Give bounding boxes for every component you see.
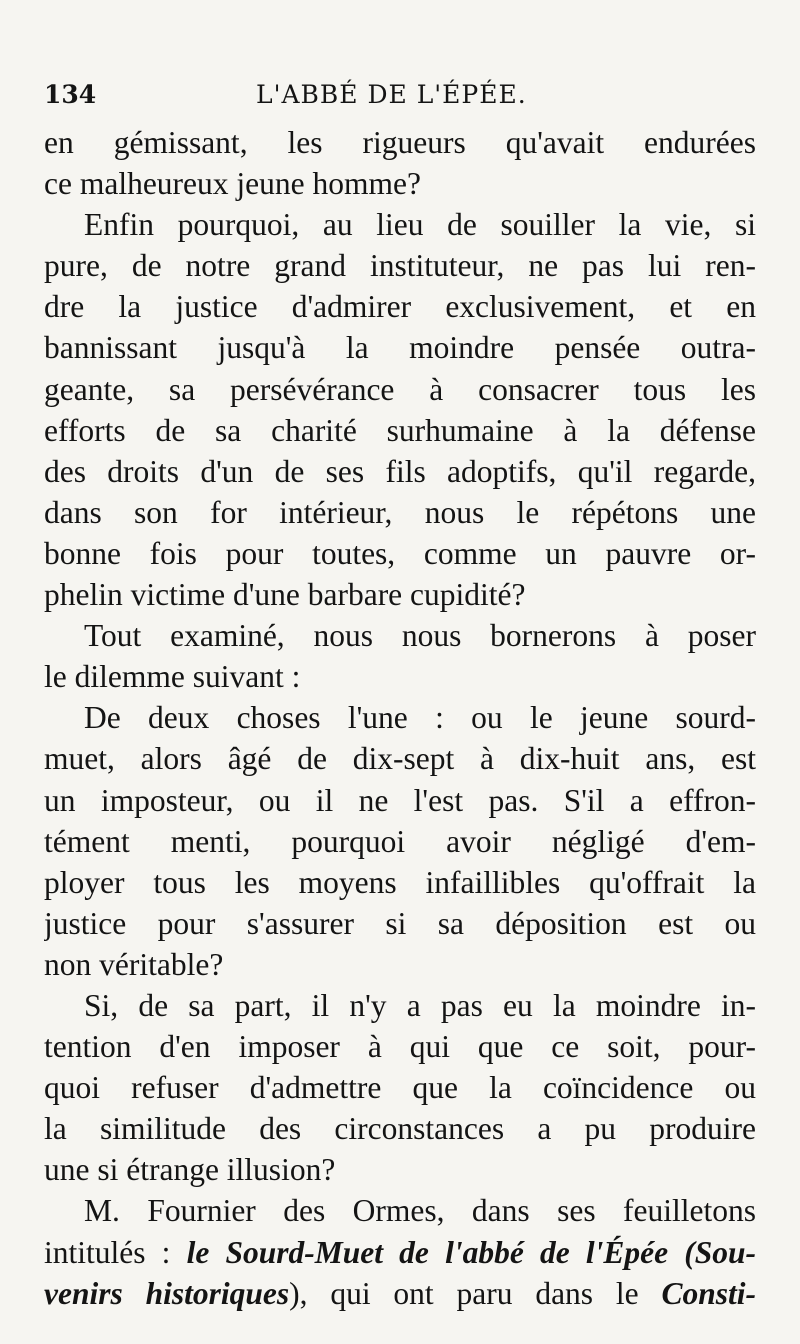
page-number: 134 bbox=[44, 80, 97, 109]
text-line: tention d'en imposer à qui que ce soit, pour- bbox=[44, 1029, 756, 1065]
text-line bbox=[44, 1273, 756, 1314]
text-line: bonne fois pour toutes, comme un pauvre or- bbox=[44, 535, 756, 571]
text-line: phelin victime d'une barbare cupidité? bbox=[44, 577, 526, 613]
text-line: Enfin pourquoi, au lieu de souiller la vie, si bbox=[84, 207, 756, 243]
text-line: en gémissant, les rigueurs qu'avait endurées bbox=[44, 125, 756, 160]
line-italic-title: venirs historiques bbox=[44, 1275, 290, 1311]
text-line: De deux choses l'une : ou le jeune sourd- bbox=[84, 700, 756, 736]
text-line: la similitude des circonstances a pu produire bbox=[44, 1111, 756, 1147]
text-line: ce malheureux jeune homme? bbox=[44, 166, 421, 202]
text-line: efforts de sa charité surhumaine à la défense bbox=[44, 412, 756, 448]
text-line: non véritable? bbox=[44, 946, 224, 982]
text-line: M. Fournier des Ormes, dans ses feuilletons bbox=[84, 1193, 756, 1229]
text-line: quoi refuser d'admettre que la coïncidence ou bbox=[44, 1070, 756, 1106]
text-line: un imposteur, ou il ne l'est pas. S'il a effron- bbox=[44, 782, 756, 818]
line-text: ), qui ont paru dans le bbox=[289, 1275, 662, 1311]
text-line: dre la justice d'admirer exclusivement, et en bbox=[44, 289, 756, 325]
text-line: pure, de notre grand instituteur, ne pas lui ren- bbox=[44, 248, 756, 284]
line-italic-title: le Sourd-Muet de l'abbé de l'Épée (Sou- bbox=[186, 1234, 756, 1270]
body-text bbox=[44, 122, 756, 1314]
text-line: le dilemme suivant : bbox=[44, 659, 301, 695]
page-header bbox=[44, 80, 756, 120]
text-line: bannissant jusqu'à la moindre pensée outra- bbox=[44, 330, 756, 366]
running-title: L'ABBÉ DE L'ÉPÉE. bbox=[256, 80, 527, 109]
text-line: tément menti, pourquoi avoir négligé d'em- bbox=[44, 823, 756, 859]
line-italic-title: Consti- bbox=[661, 1275, 756, 1311]
line-text: intitulés : bbox=[44, 1234, 187, 1270]
text-line: justice pour s'assurer si sa déposition est ou bbox=[44, 905, 756, 941]
text-line: muet, alors âgé de dix-sept à dix-huit ans, est bbox=[44, 741, 756, 777]
text-line: une si étrange illusion? bbox=[44, 1152, 336, 1188]
text-line: Si, de sa part, il n'y a pas eu la moindre in- bbox=[84, 987, 756, 1023]
text-line: des droits d'un de ses fils adoptifs, qu'il regarde, bbox=[44, 453, 756, 489]
text-line: Tout examiné, nous nous bornerons à poser bbox=[84, 618, 756, 654]
text-line: geante, sa persévérance à consacrer tous les bbox=[44, 371, 756, 407]
text-line: ployer tous les moyens infaillibles qu'offrait la bbox=[44, 864, 756, 900]
text-line bbox=[44, 1232, 756, 1273]
text-line: dans son for intérieur, nous le répétons une bbox=[44, 494, 756, 530]
